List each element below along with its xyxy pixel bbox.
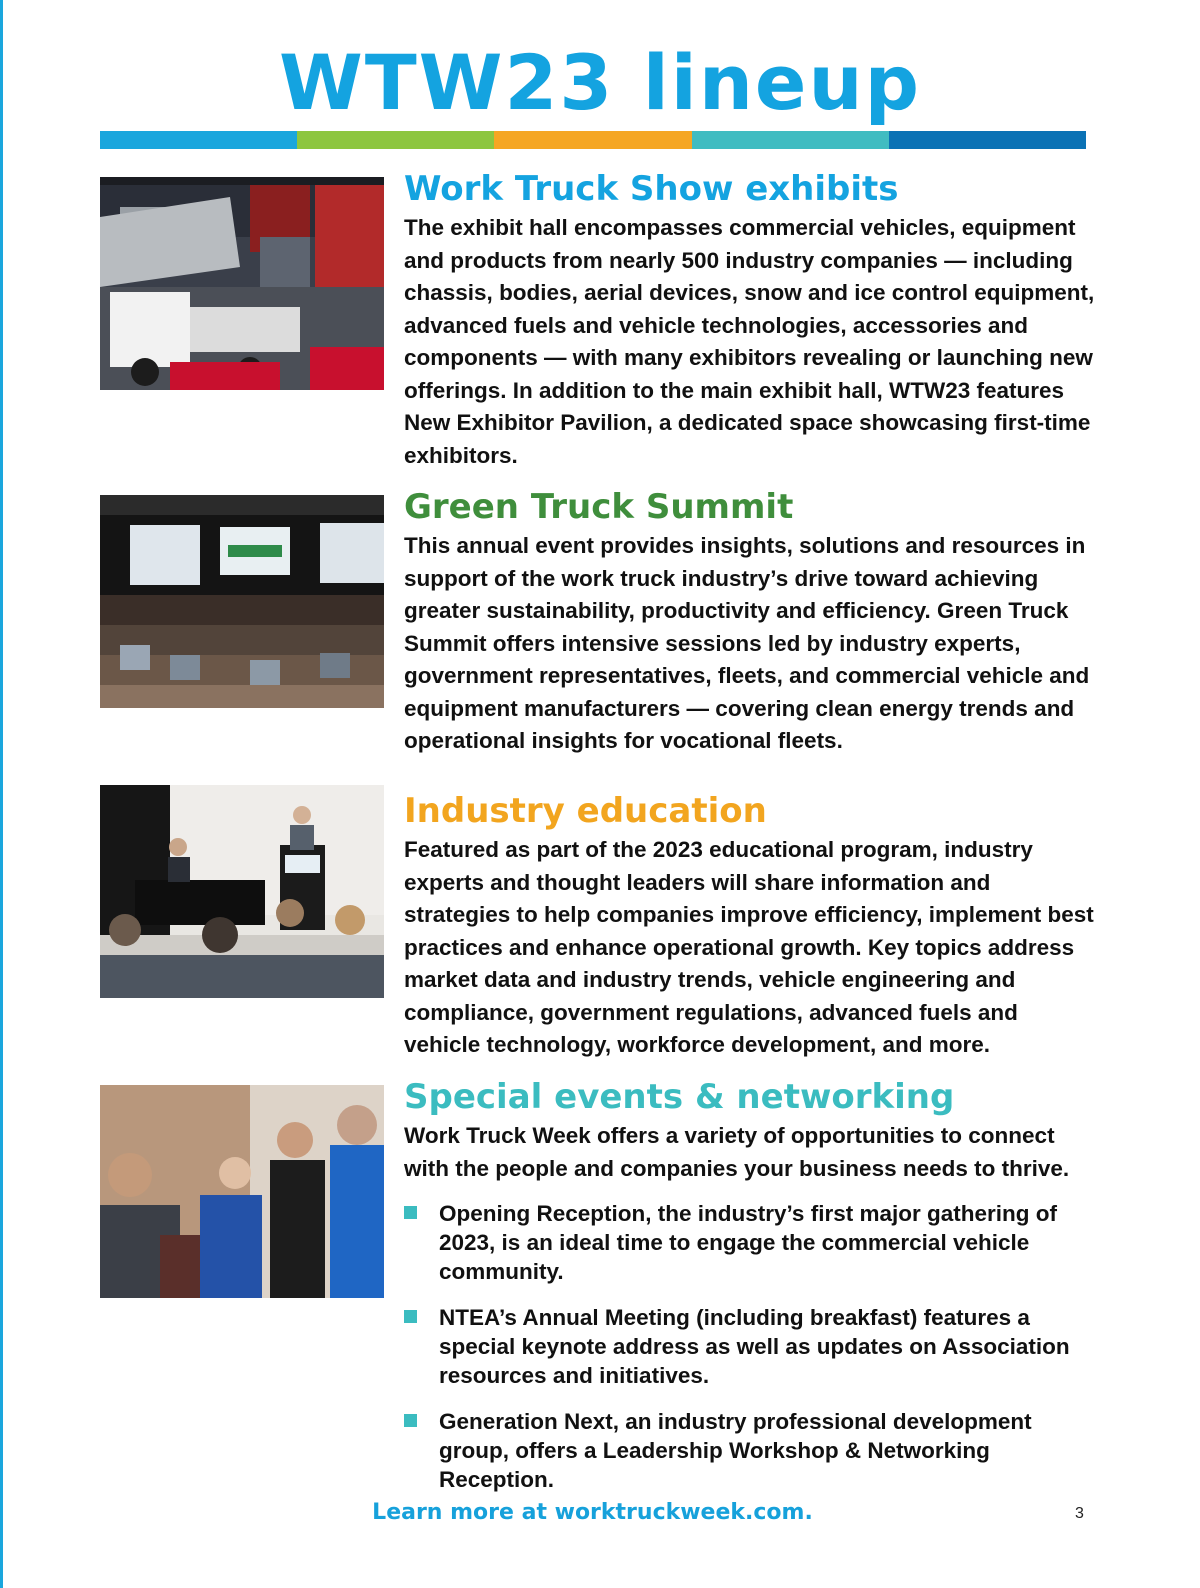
divider-segment-teal <box>692 131 889 149</box>
list-item-text: NTEA’s Annual Meeting (including breakfast) features a special keynote address as well as updates on Association resources and initiatives. <box>439 1305 1070 1388</box>
square-bullet-icon <box>404 1310 417 1323</box>
left-edge-rule <box>0 0 3 1588</box>
color-divider-bar <box>100 131 1086 149</box>
section-body: Featured as part of the 2023 educational program, industry experts and thought leaders will share information and strategies to help companies improve efficiency, implement best practices and enhance operational growth. Key topics address market data and industry trends, vehicle engineering and compliance, government regulations, advanced fuels and vehicle technology, workforce development, and more. <box>404 837 1094 1057</box>
divider-segment-green <box>297 131 494 149</box>
list-item <box>404 1407 1100 1494</box>
section-body: Work Truck Week offers a variety of opportunities to connect with the people and companies your business needs to thrive. <box>404 1123 1070 1181</box>
section-body: This annual event provides insights, solutions and resources in support of the work truck industry’s drive toward achieving greater sustainability, productivity and efficiency. Green Truck Summit offers intensive sessions led by industry experts, government representatives, fleets, and commercial vehicle and equipment manufacturers — covering clean energy trends and operational insights for vocational fleets. <box>404 533 1090 753</box>
divider-segment-navy <box>889 131 1086 149</box>
divider-segment-orange <box>494 131 691 149</box>
networking-photo <box>100 1085 384 1298</box>
exhibit-hall-photo <box>100 177 384 390</box>
footer-website-link[interactable]: Learn more at worktruckweek.com. <box>372 1500 813 1525</box>
square-bullet-icon <box>404 1206 417 1219</box>
summit-audience-photo <box>100 495 384 708</box>
networking-events-list <box>404 1199 1100 1494</box>
education-session-photo <box>100 785 384 998</box>
list-item-text: Generation Next, an industry professional development group, offers a Leadership Workshop & Networking Reception. <box>439 1409 1032 1492</box>
page-title: WTW23 lineup <box>279 38 921 127</box>
square-bullet-icon <box>404 1414 417 1427</box>
section-heading: Green Truck Summit <box>404 487 794 527</box>
list-item <box>404 1303 1100 1390</box>
list-item <box>404 1199 1100 1286</box>
divider-segment-blue <box>100 131 297 149</box>
section-body: The exhibit hall encompasses commercial vehicles, equipment and products from nearly 500 industry companies — including chassis, bodies, aerial devices, snow and ice control equipment, advanced fuels and vehicle technologies, accessories and components — with many exhibitors revealing or launching new offerings. In addition to the main exhibit hall, WTW23 features New Exhibitor Pavilion, a dedicated space showcasing first-time exhibitors. <box>404 215 1095 468</box>
section-heading: Work Truck Show exhibits <box>404 169 899 209</box>
section-heading: Special events & networking <box>404 1077 955 1117</box>
page-number: 3 <box>1075 1505 1084 1522</box>
section-heading: Industry education <box>404 791 767 831</box>
list-item-text: Opening Reception, the industry’s first major gathering of 2023, is an ideal time to engage the commercial vehicle community. <box>439 1201 1057 1284</box>
